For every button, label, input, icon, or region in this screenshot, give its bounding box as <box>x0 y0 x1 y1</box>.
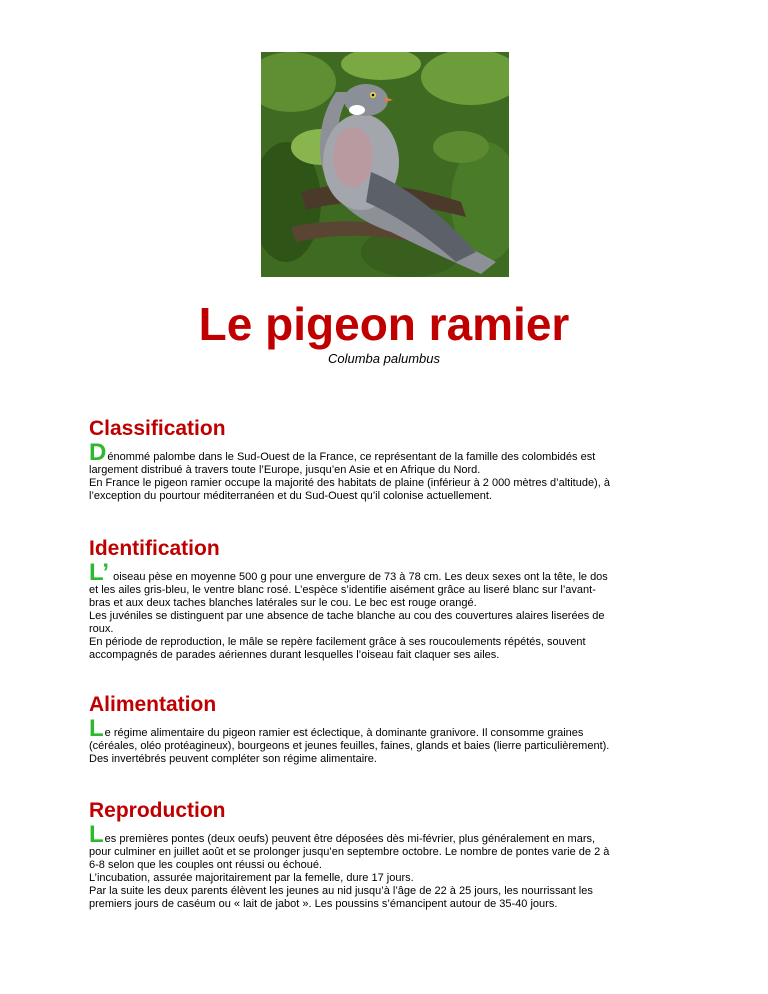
section-identification <box>89 537 679 662</box>
section-heading: Alimentation <box>89 693 217 716</box>
section-first-line: Dénommé palombe dans le Sud-Ouest de la France, ce représentant de la famille des colombidés est <box>89 439 596 466</box>
drop-cap: L <box>89 821 104 848</box>
section-line: et les ailes gris-bleu, le ventre blanc rosé. L’espèce s’identifie aisément grâce au liseré blanc sur l’avant- <box>89 584 596 596</box>
section-line: Par la suite les deux parents élèvent les jeunes au nid jusqu’à l’âge de 22 à 25 jours, les nourrissant les <box>89 885 593 897</box>
section-line: (céréales, oléo protéagineux), bourgeons et jeunes feuilles, faines, glands et baies (lierre particulièrement). <box>89 740 610 752</box>
section-line: L’incubation, assurée majoritairement par la femelle, dure 17 jours. <box>89 872 414 884</box>
section-line: Des invertébrés peuvent compléter son régime alimentaire. <box>89 753 377 765</box>
drop-cap: L <box>89 715 104 742</box>
page-title: Le pigeon ramier <box>198 298 570 350</box>
section-line: l’exception du pourtour méditerranéen et du Sud-Ouest qu’il colonise actuellement. <box>89 490 492 502</box>
scientific-name: Columba palumbus <box>327 351 440 366</box>
section-heading: Reproduction <box>89 799 226 822</box>
drop-cap: D <box>89 439 107 466</box>
section-classification <box>89 417 679 503</box>
section-heading: Identification <box>89 537 220 560</box>
section-line: Les juvéniles se distinguent par une absence de tache blanche au cou des couvertures alaires liserées de <box>89 610 605 622</box>
section-line: largement distribué à travers toute l’Europe, jusqu’en Asie et en Afrique du Nord. <box>89 464 481 476</box>
section-alimentation <box>89 693 679 766</box>
section-line: roux. <box>89 623 114 635</box>
section-heading: Classification <box>89 417 226 440</box>
section-line: accompagnés de parades aériennes durant lesquelles l’oiseau fait claquer ses ailes. <box>89 649 500 661</box>
section-line: premiers jours de caséum ou « lait de jabot ». Les poussins s’émancipent autour de 35-40 jours. <box>89 898 558 910</box>
section-first-line: L’ oiseau pèse en moyenne 500 g pour une envergure de 73 à 78 cm. Les deux sexes ont la tête, le dos <box>89 559 608 586</box>
section-line: pour culminer en juillet août et se prolonger jusqu’en septembre octobre. Le nombre de pontes varie de 2 à <box>89 846 610 858</box>
section-first-line: Les premières pontes (deux oeufs) peuvent être déposées dès mi-février, plus généralement en mars, <box>89 821 596 848</box>
section-reproduction <box>89 799 679 911</box>
pigeon-photo <box>261 52 509 277</box>
section-first-line: Le régime alimentaire du pigeon ramier est éclectique, à dominante granivore. Il consomme graines <box>89 715 584 742</box>
section-line: En période de reproduction, le mâle se repère facilement grâce à ses roucoulements répétés, souvent <box>89 636 586 648</box>
drop-cap: L’ <box>89 559 110 586</box>
section-line: bras et aux deux taches blanches latérales sur le cou. Le bec est rouge orangé. <box>89 597 477 609</box>
section-line: 6-8 selon que les couples ont réussi ou échoué. <box>89 859 322 871</box>
section-line: En France le pigeon ramier occupe la majorité des habitats de plaine (inférieur à 2 000 mètres d’altitude), à <box>89 477 610 489</box>
